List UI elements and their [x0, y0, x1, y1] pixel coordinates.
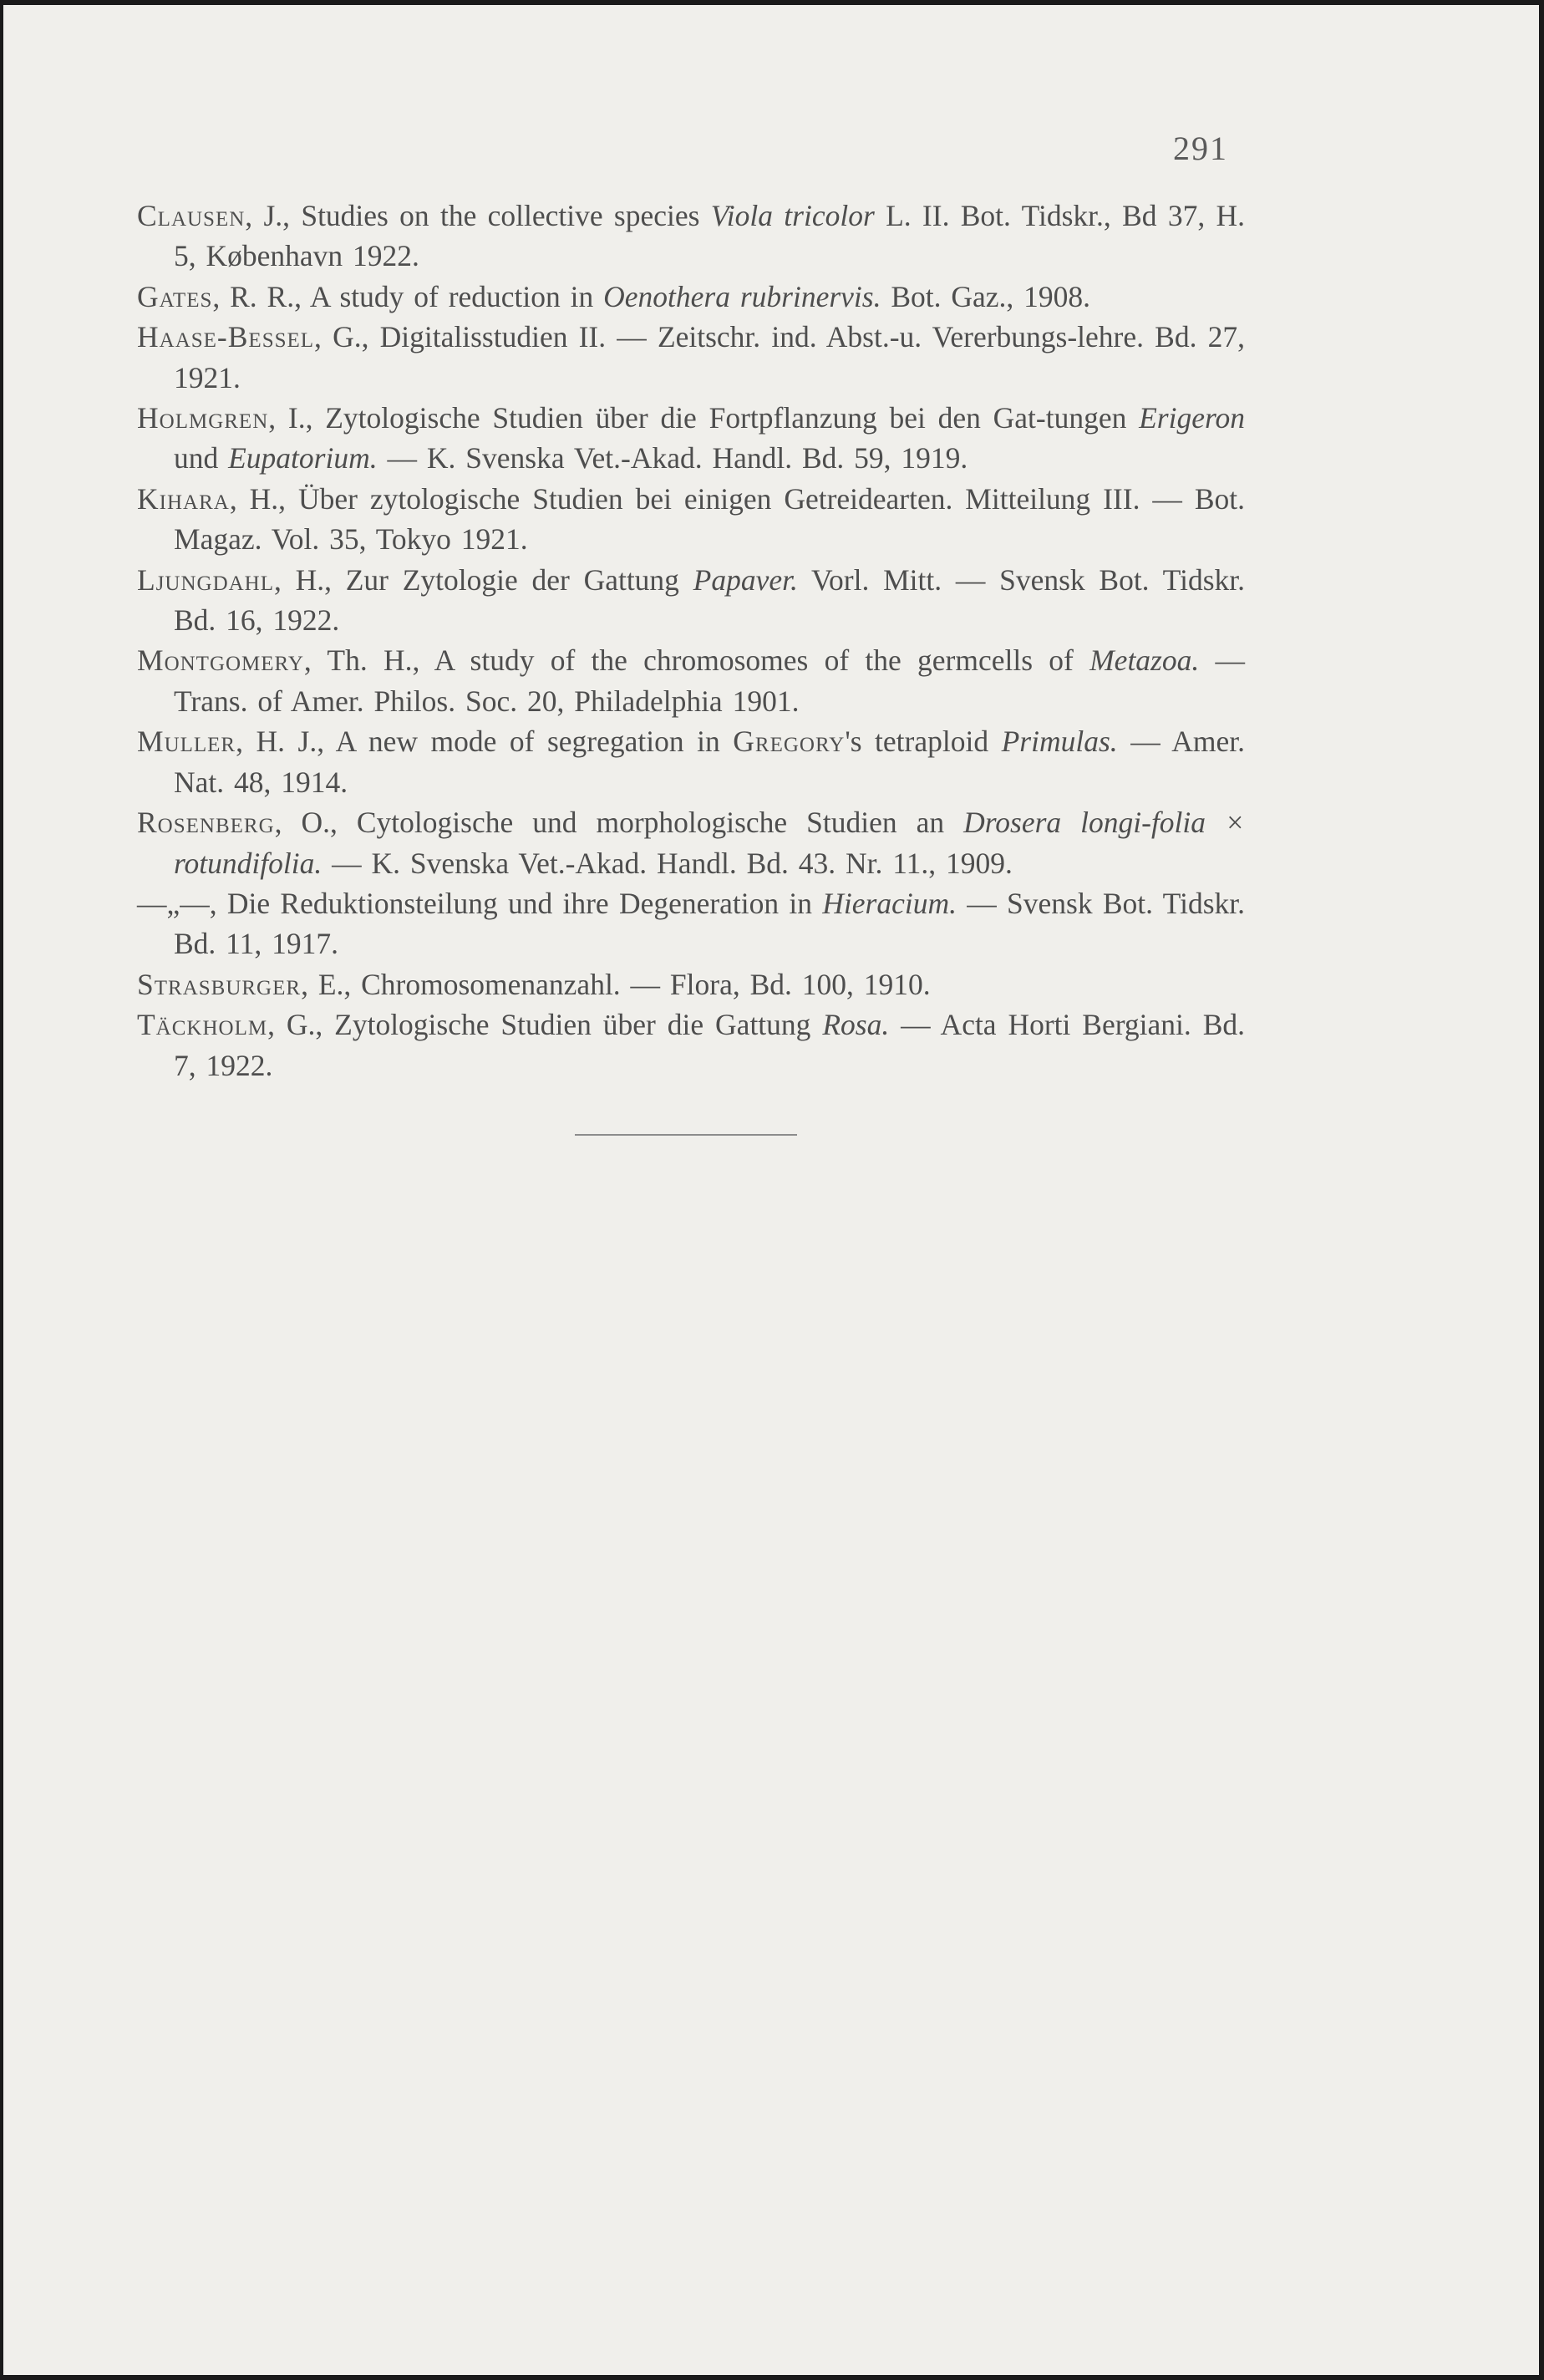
reference-text: Vorl. Mitt. — Svensk Bot. Tidskr. Bd. 16, 1922. [174, 562, 1245, 638]
reference-text: , R. R., A study of reduction in [212, 279, 604, 313]
reference-text: 's tetraploid [845, 725, 1002, 759]
page [3, 5, 1539, 2375]
reference-entry [137, 883, 1245, 964]
reference-text: , H. J., A new mode of segregation in [236, 725, 734, 759]
reference-text: , G., Zytologische Studien über die Gattung [267, 1008, 823, 1042]
reference-text: und [174, 441, 229, 475]
reference-text: — Svensk Bot. Tidskr. Bd. 11, 1917. [174, 886, 1245, 961]
reference-entry [137, 640, 1245, 721]
reference-taxon: Papaver. [693, 562, 798, 597]
reference-text: , E., Chromosomenanzahl. — Flora, Bd. 100, 1910. [301, 967, 931, 1001]
reference-author: Strasburger [137, 967, 302, 1001]
reference-text: , H., Zur Zytologie der Gattung [274, 562, 693, 597]
reference-text: —„—, Die Reduktionsteilung und ihre Degeneration in [137, 886, 823, 920]
reference-text: , J., Studies on the collective species [245, 199, 711, 232]
reference-text: , G., Digitalisstudien II. — Zeitschr. ind. Abst.-u. Vererbungs-lehre. Bd. 27, 1921. [174, 320, 1245, 394]
reference-entry [137, 802, 1245, 883]
reference-author: Holmgren [137, 401, 269, 435]
reference-text: — Acta Horti Bergiani. Bd. 7, 1922. [174, 1008, 1245, 1082]
reference-entry [137, 277, 1245, 317]
end-rule [575, 1134, 797, 1136]
reference-author: Ljungdahl [137, 562, 275, 597]
reference-text: — K. Svenska Vet.-Akad. Handl. Bd. 59, 1919. [377, 441, 968, 475]
reference-entry [137, 479, 1245, 560]
reference-author: Täckholm [137, 1008, 268, 1042]
reference-entry [137, 398, 1245, 479]
reference-entry [137, 721, 1245, 802]
reference-text: — Trans. of Amer. Philos. Soc. 20, Philadelphia 1901. [174, 643, 1245, 718]
reference-author: Kihara [137, 481, 230, 516]
reference-text: , I., Zytologische Studien über die Fortpflanzung bei den Gat-tungen [268, 401, 1140, 435]
reference-taxon: Rosa. [822, 1008, 890, 1042]
reference-taxon: Oenothera rubrinervis. [603, 279, 881, 313]
reference-entry [137, 964, 1245, 1004]
reference-taxon: Eupatorium. [228, 441, 378, 475]
reference-taxon: Drosera longi-folia × rotundifolia. [174, 806, 1245, 880]
reference-text: — Amer. Nat. 48, 1914. [174, 725, 1245, 799]
reference-author: Gates [137, 279, 213, 313]
reference-author: Muller [137, 725, 236, 759]
reference-entry [137, 560, 1245, 641]
reference-taxon: Viola tricolor [710, 199, 875, 232]
reference-text: Bot. Gaz., 1908. [881, 279, 1091, 313]
reference-entry [137, 196, 1245, 277]
reference-text: , O., Cytologische und morphologische Studien an [274, 806, 964, 840]
page-number: 291 [1173, 130, 1228, 167]
reference-text: , Th. H., A study of the chromosomes of the germcells of [303, 643, 1090, 678]
reference-author: Montgomery [137, 643, 304, 678]
reference-list [137, 196, 1245, 1086]
reference-entry [137, 317, 1245, 398]
reference-taxon: Metazoa. [1089, 643, 1200, 678]
reference-text: — K. Svenska Vet.-Akad. Handl. Bd. 43. Nr. 11., 1909. [322, 846, 1013, 880]
reference-author: Clausen [137, 199, 246, 232]
reference-text: Gregory [733, 725, 846, 759]
reference-taxon: Primulas. [1001, 725, 1118, 759]
reference-author: Haase-Bessel [137, 320, 315, 354]
reference-text: , H., Über zytologische Studien bei einigen Getreidearten. Mitteilung III. — Bot. Magaz. Vol. 35, Tokyo 1921. [174, 481, 1245, 557]
reference-taxon: Hieracium. [822, 886, 957, 920]
reference-text: L. II. Bot. Tidskr., Bd 37, H. 5, København 1922. [174, 199, 1245, 273]
reference-entry [137, 1004, 1245, 1086]
reference-author: Rosenberg [137, 806, 275, 840]
reference-taxon: Erigeron [1139, 401, 1245, 435]
